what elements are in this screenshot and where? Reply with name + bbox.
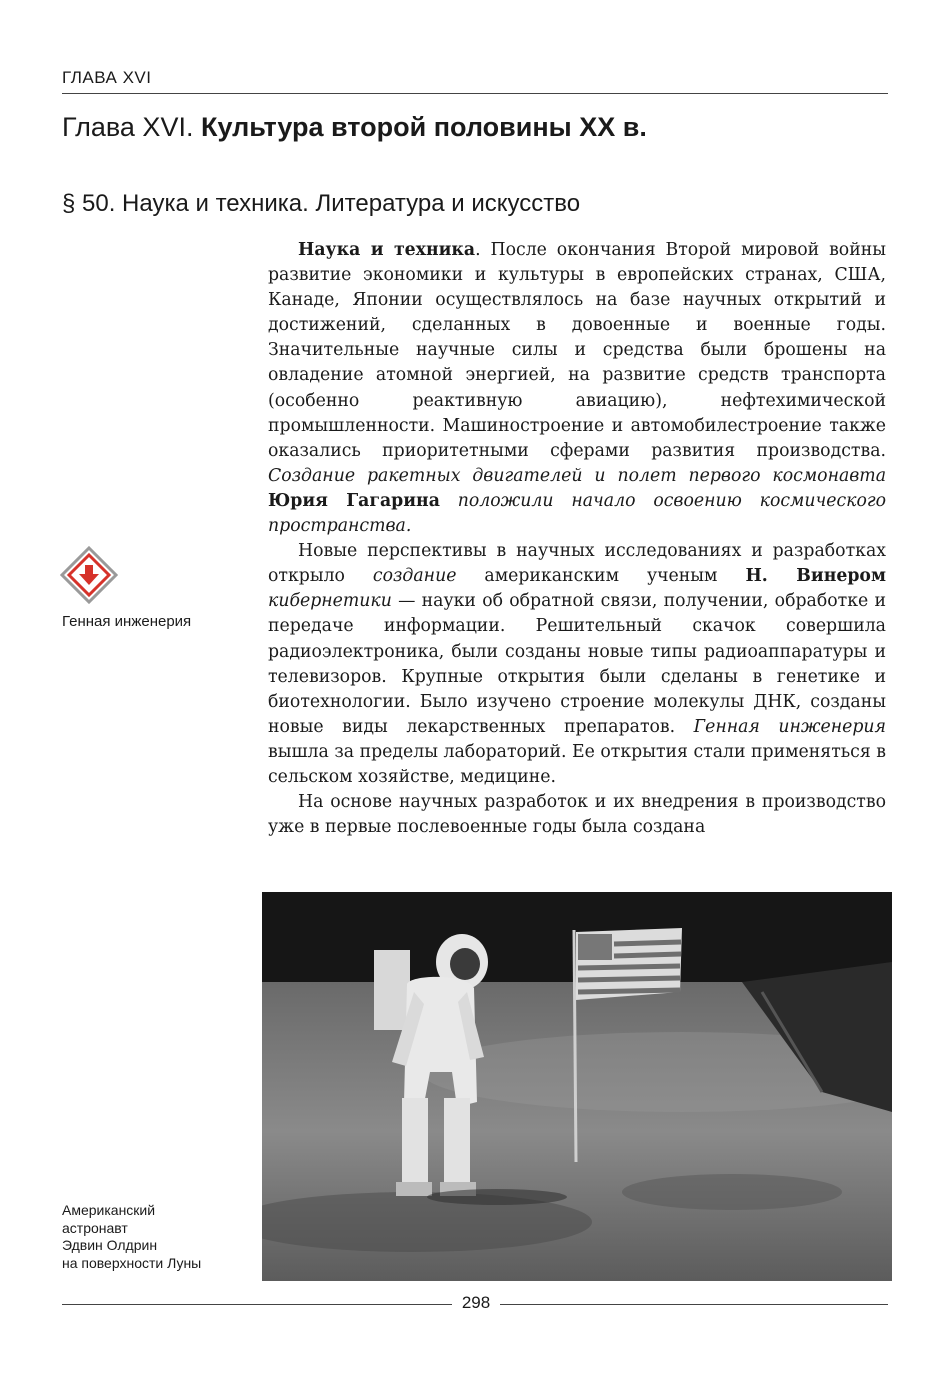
text-run: Новые перспективы в научных исследованиях и разработках открыло [268,541,886,587]
page-number: 298 [461,1293,491,1312]
italic-run: положили начало освоению космического пространства. [268,490,886,537]
text-run: вышла за пределы лабораторий. Ее открытия стали применяться в сельском хозяйстве, медицине. [268,741,886,787]
moon-landing-photo [262,892,892,1281]
caption-line: Американский [62,1202,156,1218]
text-run: . После окончания Второй мировой войны развитие экономики и культуры в европейских странах, США, Канаде, Японии осуществлялось на базе научных открытий и достижений, сделанных в довоенные и военные годы. Значительные научные силы и средства были брошены на овладение атомной энергией, на развитие средств транспорта (особенно реактивную авиацию), нефтехимической промышленности. Машиностроение и автомобилестроение также оказались приоритетными сферами развития производства. [268,240,887,461]
paragraph-1 [268,238,886,539]
chapter-title-text: Культура второй половины XX в. [200,112,647,142]
margin-note-label: Генная инженерия [62,613,192,630]
caption-line: астронавт [62,1219,128,1236]
running-head: ГЛАВА XVI [62,68,152,87]
chapter-title [62,112,647,143]
section-title: § 50. Наука и техника. Литература и искусство [62,190,581,217]
italic-run: создание [372,566,457,587]
italic-run: кибернетики [268,591,392,612]
caption-line: на поверхности Луны [62,1254,202,1271]
footer-rule-right [500,1304,888,1305]
text-run: На основе научных разработок и их внедрения в производство уже в первые послевоенные годы была создана [268,792,886,838]
bold-name: Юрия Гагарина [268,490,440,511]
italic-run: Создание ракетных двигателей и полет первого космонавта [268,465,886,486]
text-run: американским ученым [456,566,746,587]
paragraph-3 [268,790,886,840]
text-run: — науки об обратной связи, получении, обработке и передаче информации. Решительный скачок совершила радиоэлектроника, были созданы новые типы радиоаппаратуры и телевизоров. Крупные открытия были сделаны в генетике и биотехнологии. Было изучено строение молекулы ДНК, созданы новые виды лекарственных препаратов. [268,591,886,737]
footer-rule-left [62,1304,452,1305]
text-run [440,491,458,511]
arrow-down-diamond-icon [60,546,118,604]
header-divider [62,93,888,94]
chapter-prefix: Глава XVI. [62,112,201,142]
body-text [268,238,886,840]
bold-name: Н. Винером [745,566,886,587]
lead-term: Наука и техника [298,240,476,260]
paragraph-2 [268,539,886,790]
caption-line: Эдвин Олдрин [62,1237,158,1253]
italic-run: Генная инженерия [693,716,886,737]
photo-caption [62,1202,201,1272]
